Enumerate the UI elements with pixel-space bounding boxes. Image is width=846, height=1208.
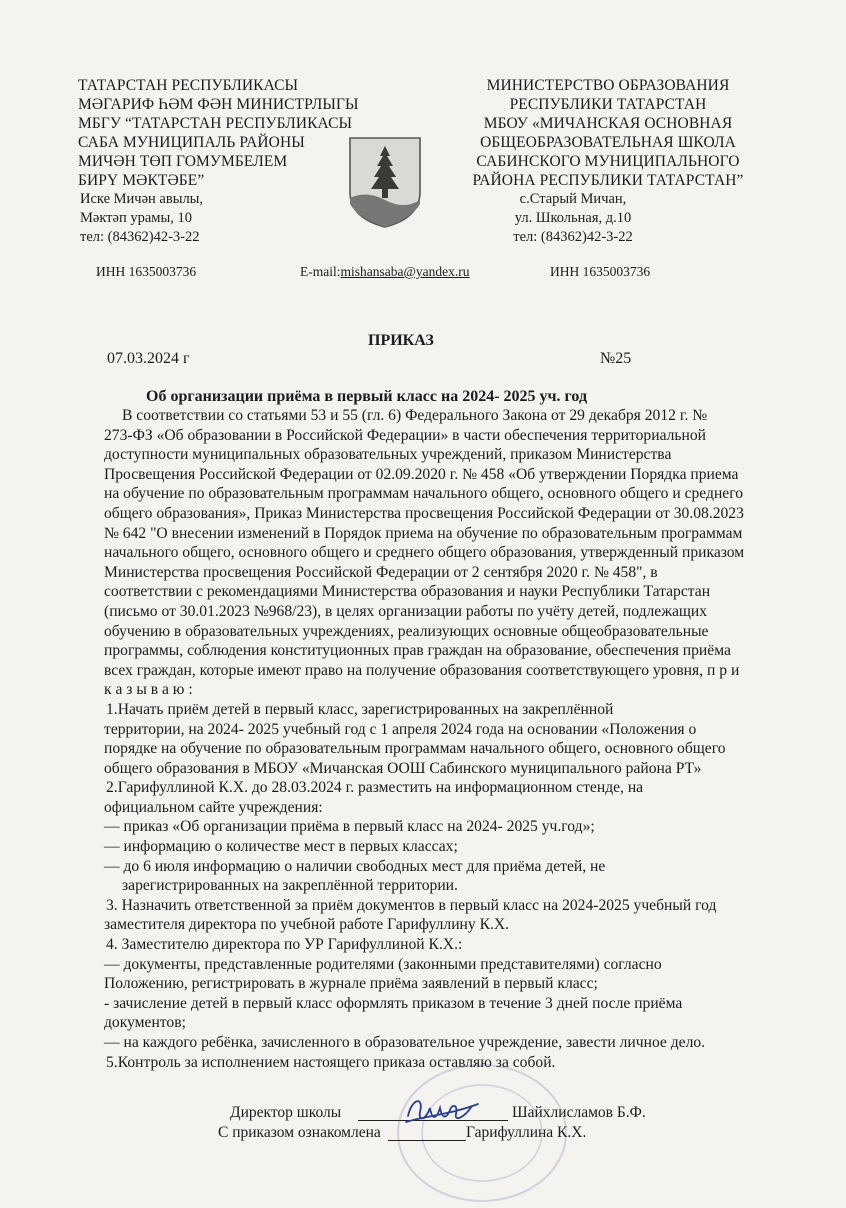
body-line: документов;: [104, 1014, 186, 1032]
body-line: всех граждан, которые имеют право на получение образования соответствующего уровня, п р и: [104, 661, 740, 679]
body-line: Министерства просвещения Российской Федерации от 2 сентября 2020 г. № 458", в: [104, 563, 658, 581]
order-title: ПРИКАЗ: [368, 332, 434, 349]
header-left-line: МӘГАРИФ ҺӘМ ФӘН МИНИСТРЛЫГЫ: [78, 96, 359, 113]
body-line: начального общего, основного общего и среднего общего образования, утвержденный приказом: [104, 544, 745, 562]
header-left-line: ТАТАРСТАН РЕСПУБЛИКАСЫ: [78, 77, 299, 94]
item-1-text: Начать приём детей в первый класс, зарегистрированных на закреплённой: [117, 700, 614, 718]
item-1-first: [104, 700, 744, 720]
body-line: заместителя директора по учебной работе Гарифуллину К.Х.: [104, 916, 510, 934]
body-line: общего образования в МБОУ «Мичанская ООШ Сабинского муниципального района РТ»: [104, 759, 702, 777]
body-line: на обучение по образовательным программам начального общего, основного общего и среднего: [104, 485, 744, 503]
item-5-text: Контроль за исполнением настоящего приказа оставляю за собой.: [117, 1053, 556, 1071]
body-line: доступности муниципальных образовательных учреждений, приказом Министерства: [104, 446, 672, 464]
address-left-line: тел: (84362)42-3-22: [80, 229, 200, 245]
header-left-line: МИЧӘН ТӨП ГОМУМБЕЛЕМ: [78, 153, 288, 170]
order-date: 07.03.2024 г: [107, 350, 190, 367]
body-line: Положению, регистрировать в журнале приёма заявлений в первый класс;: [104, 975, 598, 993]
director-name: Шайхлисламов Б.Ф.: [512, 1104, 646, 1121]
body-line: Просвещения Российской Федерации от 02.09.2020 г. № 458 «Об утверждении Порядка приема: [104, 465, 739, 483]
body-line: В соответствии со статьями 53 и 55 (гл. 6) Федерального Закона от 29 декабря 2012 г. №: [122, 407, 708, 424]
order-subject: Об организации приёма в первый класс на 2024- 2025 уч. год: [146, 388, 588, 405]
body-line: соответствии с рекомендациями Министерства образования и науки Республики Татарстан: [104, 583, 711, 601]
body-line: зарегистрированных на закреплённой территории.: [122, 877, 458, 895]
order-number: №25: [600, 350, 632, 367]
header-left-line: МБГУ “ТАТАРСТАН РЕСПУБЛИКАСЫ: [78, 115, 353, 132]
body-line: программы, соблюдения конституционных прав граждан на образование, обеспечения приёма: [104, 642, 731, 660]
header-right-line: РАЙОНА РЕСПУБЛИКИ ТАТАРСТАН”: [472, 172, 744, 189]
header-left-line: БИРҮ МӘКТӘБЕ”: [78, 172, 205, 189]
address-right-line: с.Старый Мичан,: [519, 191, 627, 207]
body-line: 273-ФЗ «Об образовании в Российской Федерации» в части обеспечения территориальной: [104, 426, 707, 444]
body-line: — до 6 июля информацию о наличии свободных мест для приёма детей, не: [104, 857, 606, 875]
director-label: Директор школы: [230, 1104, 342, 1121]
item-2-number: 2.: [106, 779, 118, 797]
body-line: официальном сайте учреждения:: [104, 798, 323, 816]
inn-right: ИНН 1635003736: [550, 264, 651, 279]
item-1-number: 1.: [106, 700, 118, 718]
body-line: обучению в образовательных учреждениях, реализующих основные общеобразовательные: [104, 622, 709, 640]
inn-left: ИНН 1635003736: [96, 264, 197, 279]
acquainted-name: Гарифуллина К.Х.: [466, 1124, 587, 1141]
item-2-first: [104, 778, 744, 798]
header-left: [78, 76, 359, 190]
body-line: к а з ы в а ю :: [104, 681, 193, 699]
item-2-text: Гарифуллиной К.Х. до 28.03.2024 г. разместить на информационном стенде, на: [117, 779, 644, 797]
header-right-line: ОБЩЕОБРАЗОВАТЕЛЬНАЯ ШКОЛА: [480, 134, 736, 151]
body-line: — документы, представленные родителями (законными представителями) согласно: [104, 955, 662, 973]
body-line: - зачисление детей в первый класс оформлять приказом в течение 3 дней после приёма: [104, 994, 683, 1012]
address-left-line: Иске Мичән авылы,: [80, 191, 204, 207]
body-line: порядке на обучение по образовательным программам начального общего, основного общего: [104, 740, 726, 758]
body-line: общего образования», Приказ Министерства просвещения Российской Федерации от 30.08.2023: [104, 504, 744, 522]
body-line: — на каждого ребёнка, зачисленного в образовательное учреждение, завести личное дело.: [104, 1034, 706, 1051]
body-line: 3. Назначить ответственной за приём документов в первый класс на 2024-2025 учебный год: [106, 896, 717, 914]
address-right-line: ул. Школьная, д.10: [514, 210, 632, 226]
body-line: (письмо от 30.01.2023 №968/23), в целях организации работы по учёту детей, подлежащих: [104, 602, 708, 620]
address-left-line: Мәктәп урамы, 10: [80, 210, 192, 226]
header-left-line: САБА МУНИЦИПАЛЬ РАЙОНЫ: [78, 134, 305, 151]
acquainted-signature-line: [388, 1140, 466, 1141]
body-line: — приказ «Об организации приёма в первый класс на 2024- 2025 уч.год»;: [104, 818, 595, 836]
header-right-line: МИНИСТЕРСТВО ОБРАЗОВАНИЯ: [486, 77, 730, 94]
coat-of-arms-icon: [346, 134, 424, 230]
body-line: — информацию о количестве мест в первых классах;: [104, 838, 458, 856]
email-link[interactable]: mishansaba@yandex.ru: [340, 264, 470, 279]
body-line: территории, на 2024- 2025 учебный год с 1 апреля 2024 года на основании «Положения о: [104, 720, 697, 738]
header-right: [452, 76, 764, 190]
address-right: [498, 190, 648, 247]
header-right-line: САБИНСКОГО МУНИЦИПАЛЬНОГО: [476, 153, 740, 170]
header-right-line: МБОУ «МИЧАНСКАЯ ОСНОВНАЯ: [483, 115, 733, 132]
header-right-line: РЕСПУБЛИКИ ТАТАРСТАН: [509, 96, 707, 113]
body-line: № 642 "О внесении изменений в Порядок приема на обучение по образовательным программам: [104, 524, 743, 542]
item-5-number: 5.: [106, 1053, 118, 1071]
address-right-line: тел: (84362)42-3-22: [513, 229, 633, 245]
order-body: [104, 406, 744, 1072]
body-line: 4. Заместителю директора по УР Гарифуллиной К.Х.:: [106, 936, 463, 954]
email-line: [300, 264, 470, 280]
acquainted-label: С приказом ознакомлена: [218, 1124, 381, 1141]
email-label: E-mail:: [300, 264, 341, 279]
address-left: [80, 190, 203, 247]
